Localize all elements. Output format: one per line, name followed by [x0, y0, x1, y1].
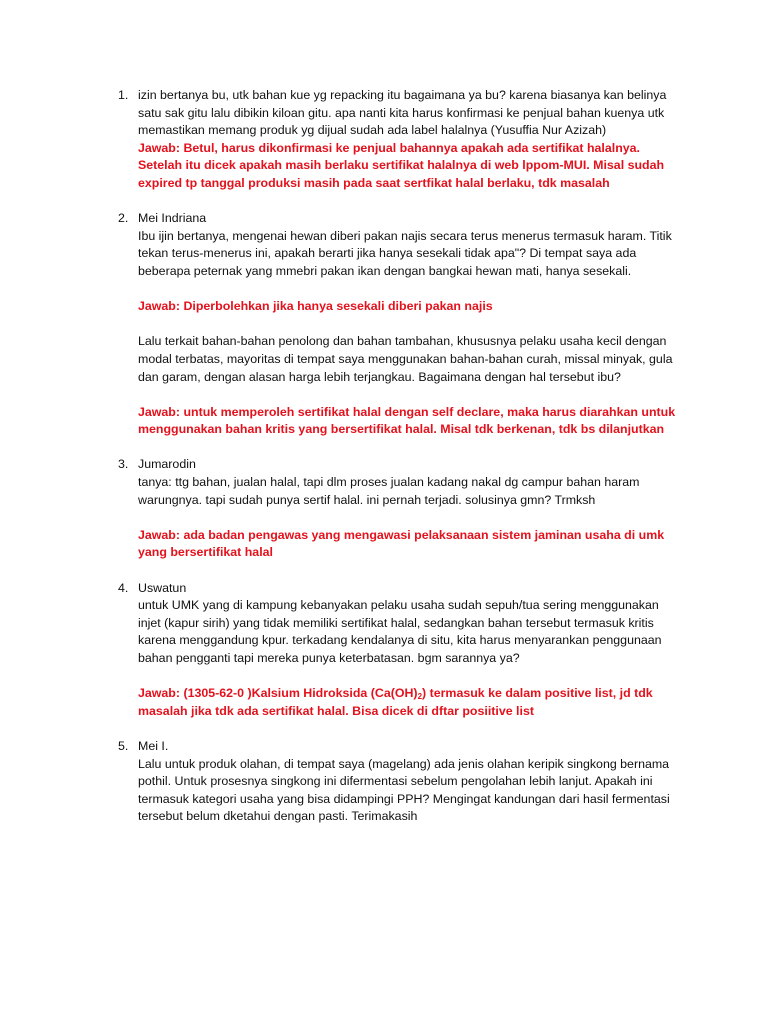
- question-text: Ibu ijin bertanya, mengenai hewan diberi pakan najis secara terus menerus termasuk haram. Titik tekan terus-menerus ini, apakah berarti jika hanya sesekali tidak apa"? Di tempat saya ada beberapa peternak yang mmebri pakan ikan dengan bangkai hewan mati, hanya sesekali.: [138, 228, 672, 278]
- chemical-subscript: 2: [417, 692, 423, 702]
- item-number: 4.: [118, 580, 129, 595]
- asker-name: Mei Indriana: [138, 211, 207, 226]
- item-number: 3.: [118, 457, 129, 472]
- list-item: [118, 87, 678, 193]
- list-item: [118, 210, 678, 439]
- item-number: 1.: [118, 88, 129, 102]
- question-text: Lalu untuk produk olahan, di tempat saya (magelang) ada jenis olahan keripik singkong bernama pothil. Untuk prosesnya singkong ini difermentasi sebelum pengolahan lebih lanjut. Apakah ini termasuk kategori usaha yang bisa didampingi PPH? Mengingat kandungan dari hasil fermentasi tersebut belum dketahui dengan pasti. Terimakasih: [138, 756, 670, 824]
- question-text: untuk UMK yang di kampung kebanyakan pelaku usaha sudah sepuh/tua sering menggunakan injet (kapur sirih) yang tidak memiliki sertifikat halal, sedangkan bahan tersebut termasuk kritis karena menggandung kpur. terkadang kendalanya di situ, kita harus menyarankan penggunaan bahan pengganti tapi mereka punya keterbatasan. bgm sarannya ya?: [138, 598, 662, 665]
- list-item: [118, 738, 678, 826]
- list-item: [118, 456, 678, 562]
- question-text: Lalu terkait bahan-bahan penolong dan bahan tambahan, khususnya pelaku usaha kecil dengan modal terbatas, mayoritas di tempat saya menggunakan bahan-bahan curah, missal minyak, gula dan garam, dengan alasan harga lebih terjangkau. Bagaimana dengan hal tersebut ibu?: [138, 334, 673, 384]
- list-item: [118, 580, 678, 721]
- answer-text: Jawab: Betul, harus dikonfirmasi ke penjual bahannya apakah ada sertifikat halalnya. Setelah itu dicek apakah masih berlaku sertifikat halalnya di web lppom-MUI. Misal sudah expired tp tanggal produksi masih pada saat sertfikat halal berlaku, tdk masalah: [138, 140, 665, 190]
- answer-text-part: Jawab: (1305-62-0 )Kalsium Hidroksida (Ca(OH): [138, 686, 418, 701]
- qa-list: [118, 87, 678, 844]
- answer-text: Jawab: ada badan pengawas yang mengawasi pelaksanaan sistem jaminan usaha di umk yang bersertifikat halal: [138, 527, 665, 560]
- answer-text-part: ) termasuk ke dalam positive list, jd tdk masalah jika tdk ada sertifikat halal. Bisa dicek di dftar posiitive list: [138, 686, 653, 718]
- item-number: 5.: [118, 738, 129, 753]
- question-text: izin bertanya bu, utk bahan kue yg repacking itu bagaimana ya bu? karena biasanya kan belinya satu sak gitu lalu dibikin kiloan gitu. apa nanti kita harus konfirmasi ke penjual bahan kuenya utk memastikan memang produk yg dijual sudah ada label halalnya (Yusuffia Nur Azizah): [138, 88, 667, 138]
- question-text: tanya: ttg bahan, jualan halal, tapi dlm proses jualan kadang nakal dg campur bahan haram warungnya. tapi sudah punya sertif halal. ini pernah terjadi. solusinya gmn? Trmksh: [138, 475, 640, 507]
- answer-text: Jawab: untuk memperoleh sertifikat halal dengan self declare, maka harus diarahkan untuk menggunakan bahan kritis yang bersertifikat halal. Misal tdk berkenan, tdk bs dilanjutkan: [138, 404, 676, 437]
- item-number: 2.: [118, 211, 129, 226]
- asker-name: Uswatun: [138, 580, 187, 595]
- answer-text: Jawab: Diperbolehkan jika hanya sesekali diberi pakan najis: [138, 299, 493, 314]
- asker-name: Mei I.: [138, 738, 169, 753]
- answer-text: [138, 685, 678, 720]
- asker-name: Jumarodin: [138, 457, 196, 472]
